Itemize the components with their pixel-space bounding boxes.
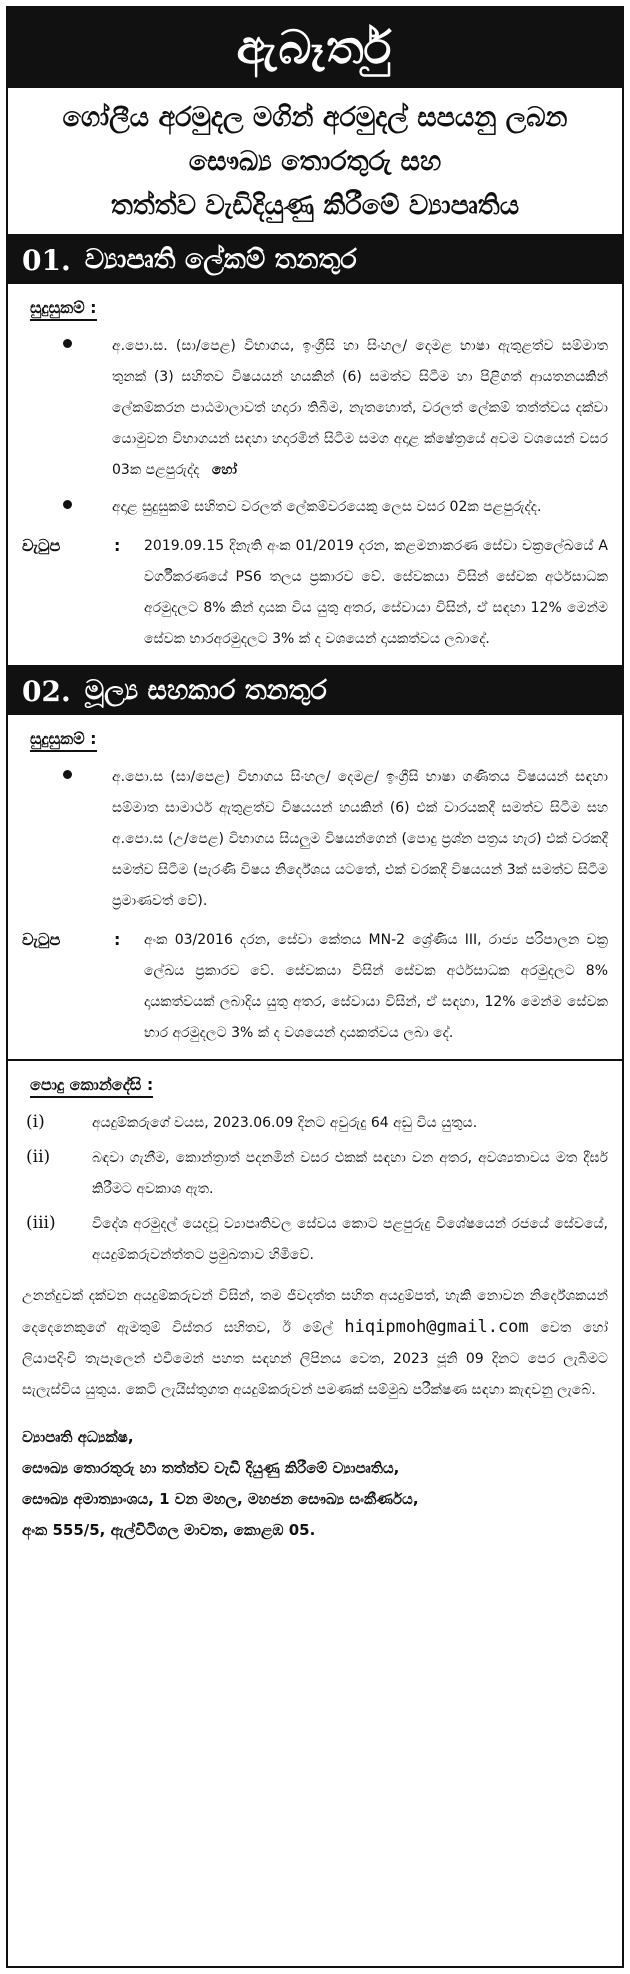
- vacancies-banner: [8, 8, 622, 88]
- bullet-dot-icon: [22, 331, 112, 486]
- section-2-salary: [22, 925, 608, 1049]
- instructions-part-1: උනන්දුවක් දක්වන අයදුම්කරුවන් විසින්, තම ජීවදත්ත සහිත අයදුම්පත්, හැකි නොවන නිර්දේශකයන් දෙදෙනෙකුගේ ඇමතුම් විස්තර සහිතව, ඊ මේල්: [22, 1288, 608, 1336]
- section-1-bullet-1: [22, 331, 608, 486]
- condition-text: බඳවා ගැනීම, කොන්ත්‍රාත් පදනමින් වසර එකක් සඳහා වන අතර, අවශ්‍යතාවය මත දීර්ඝ කිරීමට අවකාශ ඇත.: [92, 1150, 608, 1197]
- project-heading: [8, 88, 622, 236]
- section-1-bullet-2-text: අදාළ සුදුසුකම් සහිතව වරලත් ලේකම්වරයෙකු ලෙස වසර 02ක පළපුරුද්ද.: [112, 499, 542, 515]
- section-1-bullet-1-text: අ.පො.ස. (සා/පෙළ) විභාගය, ඉංග්‍රීසි හා සිංහල/ දෙමළ භාෂා ඇතුළත්ව සම්මාත තුනක් (3) සහිතව විෂයයන් හයකින් (6) සමත්ව සිටීම හා පිළිගත් ආයතනයකින් ලේකම්කරන පාඨමාලාවත් හදාරා තිබීම, නැතහොත්, වරලත් ලේකම් තත්ත්වය දක්වා යොමුවන විභාගයන් සඳහා හදාරමින් සිටීම සමග අදාළ ක්ෂේත්‍රයේ අවම වශයෙන් වසර 03ක පළපුරුද්ද: [112, 338, 608, 478]
- general-conditions: [8, 1061, 622, 1556]
- section-1-title: ව්‍යාපෘති ලේකම් තනතුර: [84, 244, 357, 275]
- condition-numeral: (iii): [26, 1213, 56, 1233]
- section-2-salary-label: වැටුප: [22, 930, 61, 949]
- section-1-qualifications-label: සුදුසුකම් :: [30, 298, 97, 321]
- condition-item: [22, 1209, 608, 1271]
- general-conditions-label: පොදු කොන්දේසි :: [30, 1075, 153, 1098]
- address-line-4: අංක 555/5, ඇල්විටිගල මාවත, කොළඹ 05.: [22, 1521, 316, 1539]
- section-2-bullet-1: [22, 762, 608, 917]
- condition-text: විදේශ අරමුදල් යෙදවූ ව්‍යාපෘතිවල සේවය කොට පළපුරුදු විශේෂයෙන් රජයේ සේවයේ, අයදුම්කරුවන්ත්තට ප්‍රමුඛතාව හිමිවේ.: [92, 1216, 608, 1263]
- section-1-bullet-1-or: හෝ: [211, 462, 238, 478]
- heading-line-1: ගෝලීය අරමුදල මගින් අරමුදල් සපයනු ලබන: [62, 102, 568, 133]
- section-2-title: මූල්‍ය සහකාර තනතුර: [84, 675, 327, 706]
- application-instructions: [22, 1281, 608, 1406]
- section-2-qualifications-label: සුදුසුකම් :: [30, 729, 97, 752]
- condition-item: [22, 1108, 608, 1139]
- section-2-number: 02.: [22, 674, 71, 708]
- instructions-part-2: වෙත හෝ ලියාපදිංචි තැපෑලෙන් එවීමෙන් පහත සඳහන් ලිපිනය වෙත, 2023 ජූනි 09 දිනට පෙර ලැබීමට සැලැස්විය යුතුය. කෙටි ලැයිස්තුගත අයදුම්කරුවන් පමණක් සම්මුඛ පරීක්ෂණ සඳහා කැඳවනු ලැබේ.: [22, 1320, 608, 1398]
- section-2-body: [8, 715, 622, 1061]
- heading-line-3: තත්ත්ව වැඩිදියුණු කිරීමේ ව්‍යාපෘතිය: [110, 190, 520, 221]
- bullet-dot-icon: [22, 492, 112, 523]
- section-1-salary-label: වැටුප: [22, 536, 61, 555]
- heading-line-2: සෞඛ්‍ය තොරතුරු සහ: [188, 146, 442, 177]
- address-line-2: සෞඛ්‍ය තොරතුරු හා තත්ත්ව වැඩි දියුණු කිරීමේ ව්‍යාපෘතිය,: [22, 1459, 400, 1477]
- condition-text: අයදුම්කරුගේ වයස, 2023.06.09 දිනට අවුරුදු 64 අඩු විය යුතුය.: [92, 1115, 478, 1131]
- condition-item: [22, 1143, 608, 1205]
- condition-numeral: (ii): [26, 1147, 51, 1167]
- section-1-title-bar: [8, 236, 622, 284]
- section-1-salary-text: 2019.09.15 දිනැති අංක 01/2019 දරන, කළමනාකරණ සේවා චක්‍රලේඛයේ A වර්ගීකරණයේ PS6 තලය ප්‍රකාරව වේ. සේවකයා විසින් සේවක අර්ථසාධක අරමුදලට 8% කින් දායක විය යුතු අතර, සේවායා විසින්, ඒ සඳහා 12% මෙන්ම සේවක භාරඅරමුදලට 3% ක් ද වශයෙන් දායකත්වය ලබාදේ.: [144, 538, 608, 647]
- section-2-title-bar: [8, 667, 622, 715]
- advertisement-frame: [6, 6, 624, 1968]
- section-1-bullet-2: [22, 492, 608, 523]
- address-line-1: ව්‍යාපෘති අධ්‍යක්ෂ,: [22, 1428, 134, 1446]
- banner-title: ඇබෑර්තු: [236, 20, 394, 74]
- section-1-number: 01.: [22, 243, 71, 277]
- section-2-bullet-1-text: අ.පො.ස (සා/පෙළ) විභාගය සිංහල/ දෙමළ/ ඉංග්‍රීසි භාෂා ගණිතය විෂයයන් සඳහා සම්මාත සාමාර්ථ ඇතුළත්ව විෂයයන් හයකින් (6) එක් වාරයකදී සමත්ව සිටීම සහ අ.පො.ස (උ/පෙළ) විභාගය සියලුම විෂයන්ගෙන් (පොදු ප්‍රශ්න පත්‍රය හැර) එක් වරකදී සමත්ව සිටීම (පැරණි විෂය නිර්දේශය යටතේ, එක් වරකදී විෂයයන් 3ක් සමත්ව සිටීම ප්‍රමාණවත් වේ).: [112, 769, 608, 909]
- bullet-dot-icon: [22, 762, 112, 917]
- section-1-body: [8, 284, 622, 667]
- section-2-salary-text: අංක 03/2016 දරන, සේවා කේතය MN-2 ශ්‍රේණිය III, රාජ්‍ය පරිපාලන චක්‍ර ලේඛය ප්‍රකාරව වේ. සේවකයා විසින් සේවක අර්ථසාධක අරමුදලට 8% දායකත්වයක් ලබාදිය යුතු අතර, සේවායා විසින්, ඒ සඳහා, 12% මෙන්ම සේවක භාර අරමුදලට 3% ක් ද වශයෙන් දායකත්වය ලබා දේ.: [144, 932, 608, 1041]
- section-1-salary: [22, 531, 608, 655]
- section-2-salary-colon: :: [114, 930, 121, 949]
- condition-numeral: (i): [26, 1112, 45, 1132]
- contact-email-link[interactable]: hiqipmoh@gmail.com: [344, 1317, 529, 1337]
- address-line-3: සෞඛ්‍ය අමාත්‍යාංශය, 1 වන මහල, මහජන සෞඛ්‍ය සංකීර්ණය,: [22, 1490, 419, 1508]
- section-1-salary-colon: :: [114, 536, 121, 555]
- postal-address: [22, 1422, 608, 1546]
